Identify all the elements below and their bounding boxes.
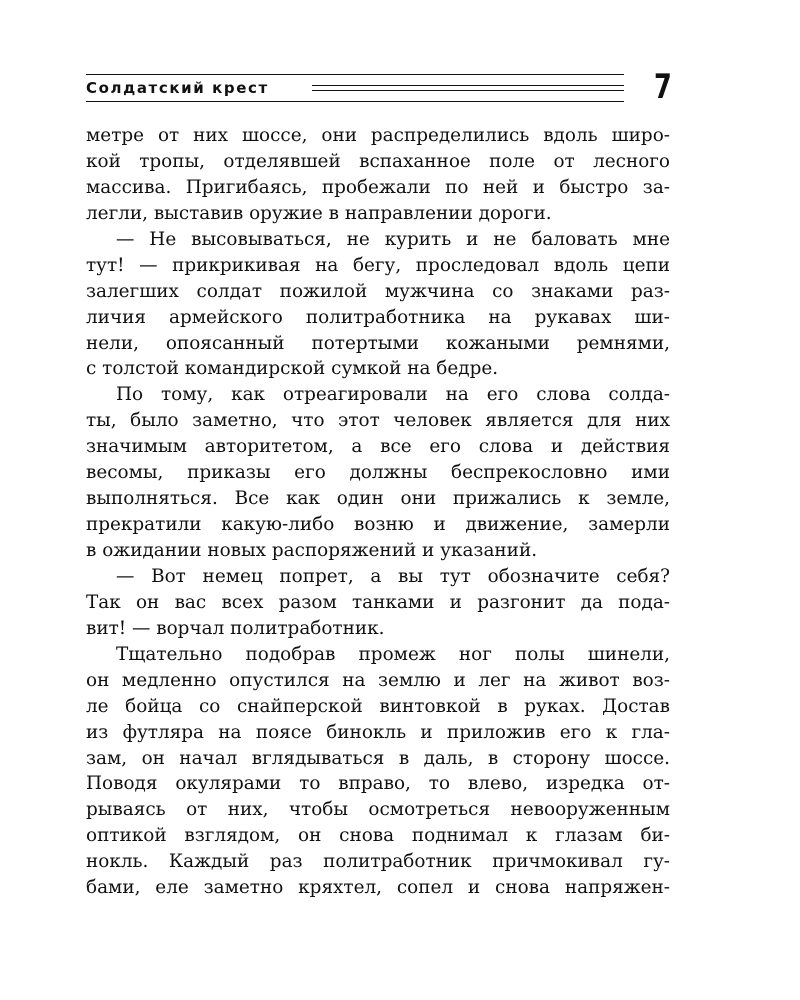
text-line: весомы, приказы его должны беспрекословно ими [86,462,670,484]
text-line: ты, было заметно, что этот человек является для них [86,410,670,432]
text-line: рываясь от них, чтобы осмотреться невооруженным [86,799,670,821]
text-line: Так он вас всех разом танками и разгонит да пода- [86,591,670,613]
header-rule-bottom [86,101,624,102]
text-line: — Не высовываться, не курить и не баловать мне [116,228,670,250]
text-line: метре от них шоссе, они распределились вдоль широ- [86,125,670,146]
text-line: Поводя окулярами то вправо, то влево, изредка от- [86,773,670,795]
page-number: 7 [654,67,672,107]
text-line: — Вот немец попрет, а вы тут обозначите себя? [116,565,670,587]
text-line: легли, выставив оружие в направлении дороги. [86,202,552,224]
text-line: прекратили какую-либо возню и движение, замерли [86,514,670,536]
text-line: с толстой командирской сумкой на бедре. [86,358,499,380]
text-line: бами, еле заметно кряхтел, сопел и снова напряжен- [86,877,670,899]
text-line: массива. Пригибаясь, пробежали по ней и быстро за- [86,176,670,198]
text-line: По тому, как отреагировали на его слова солда- [116,384,670,406]
running-head [86,67,690,108]
text-line: из футляра на поясе бинокль и приложив его к гла- [86,721,670,743]
header-rule-middle [312,85,624,86]
header-rule-middle [312,90,624,91]
text-line: в ожидании новых распоряжений и указаний. [86,540,538,561]
body-text [86,123,670,901]
text-line: тут! — прикрикивая на бегу, проследовал вдоль цепи [86,254,670,276]
text-line: Тщательно подобрав промеж ног полы шинели, [116,643,670,665]
text-line: кой тропы, отделявшей вспаханное поле от лесного [86,150,670,172]
text-line: значимым авторитетом, а все его слова и действия [86,436,670,458]
text-line: зам, он начал вглядываться в даль, в сторону шоссе. [86,747,670,769]
text-line: нокль. Каждый раз политработник причмокивал гу- [86,851,670,873]
text-line: личия армейского политработника на рукавах ши- [86,306,670,328]
header-rule-top [86,74,624,75]
text-line: вит! — ворчал политработник. [86,617,385,639]
book-title: Солдатский крест [86,79,275,97]
text-line: залегших солдат пожилой мужчина со знаками раз- [86,280,670,302]
text-line: нели, опоясанный потертыми кожаными ремнями, [86,332,670,354]
text-line: оптикой взглядом, он снова поднимал к глазам би- [86,825,670,847]
text-line: выполняться. Все как один они прижались к земле, [86,488,670,510]
text-line: он медленно опустился на землю и лег на живот воз- [86,669,670,691]
text-line: ле бойца со снайперской винтовкой в руках. Достав [86,695,670,717]
